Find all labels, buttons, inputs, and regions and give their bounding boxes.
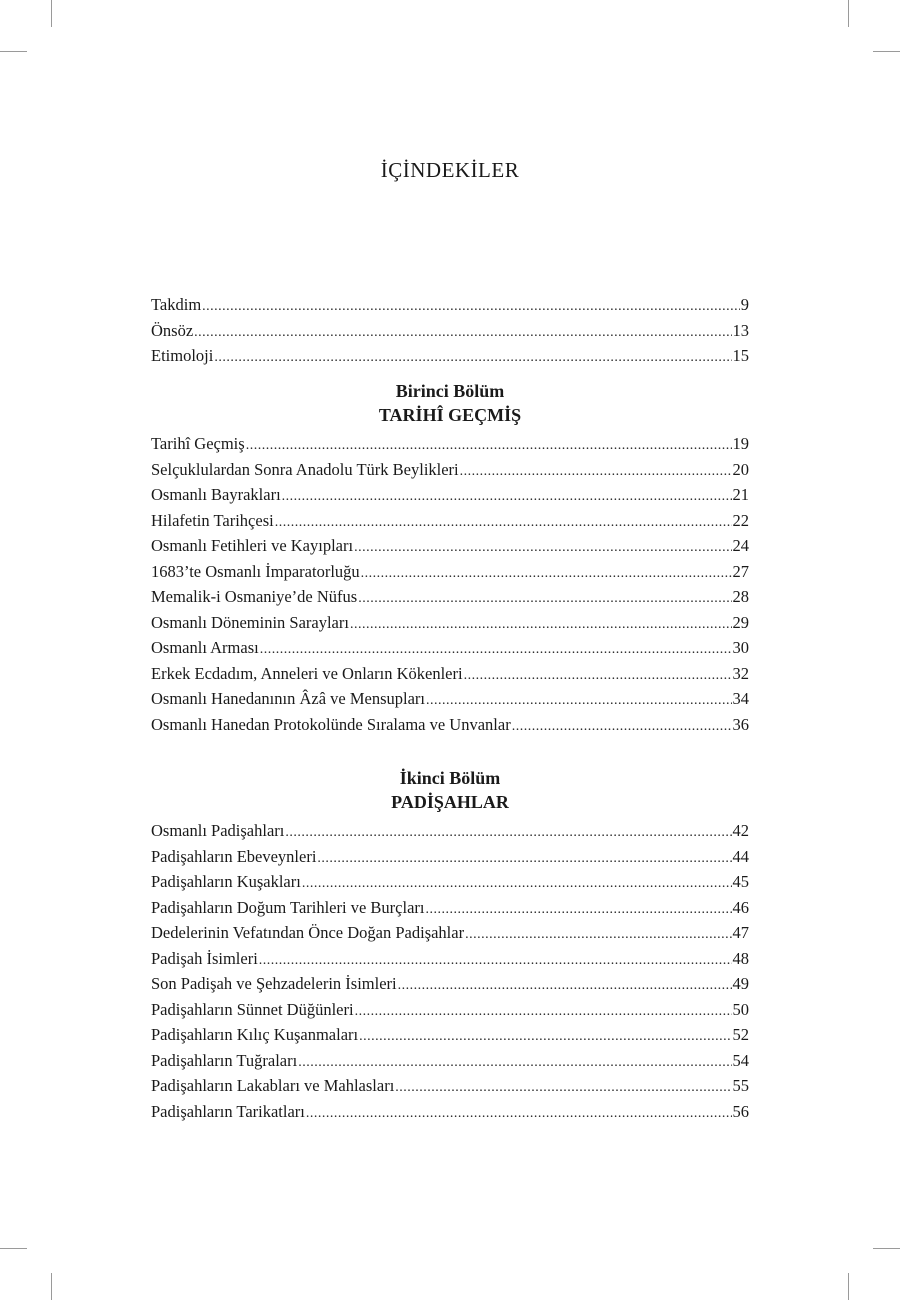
toc-entry xyxy=(151,457,749,483)
toc-entry-page: 42 xyxy=(732,821,749,840)
toc-entry xyxy=(151,844,749,870)
toc-entry-title: Osmanlı Hanedan Protokolünde Sıralama ve Unvanlar xyxy=(151,714,511,734)
dot-leader xyxy=(359,1024,731,1050)
dot-leader xyxy=(285,820,731,846)
crop-mark xyxy=(51,1273,52,1300)
toc-entry-title: Son Padişah ve Şehzadelerin İsimleri xyxy=(151,974,397,993)
toc-entry-title: Padişahların Lakabları ve Mahlasları xyxy=(151,1076,395,1095)
part-name: PADİŞAHLAR xyxy=(391,792,509,812)
toc-entry-page: 34 xyxy=(732,689,749,708)
toc-entry xyxy=(151,1099,749,1125)
toc-part-two xyxy=(151,766,749,1124)
toc-entry xyxy=(151,712,749,738)
toc-entry-page: 45 xyxy=(732,872,749,891)
toc-entry-page: 27 xyxy=(732,561,749,581)
toc-entry-title: Takdim xyxy=(151,295,202,314)
toc-entry-title: Osmanlı Döneminin Sarayları xyxy=(151,612,349,632)
dot-leader xyxy=(464,663,732,689)
dot-leader xyxy=(355,999,732,1025)
toc-part-one-entries xyxy=(151,431,749,737)
dot-leader xyxy=(302,871,732,897)
toc-entry-page: 15 xyxy=(732,346,749,365)
toc-entry-title: Etimoloji xyxy=(151,346,214,365)
part-label: Birinci Bölüm xyxy=(395,381,505,401)
toc-entry-page: 22 xyxy=(732,510,749,530)
toc-entry-page: 9 xyxy=(740,295,749,314)
toc-entry xyxy=(151,971,749,997)
dot-leader xyxy=(358,586,731,612)
crop-mark xyxy=(848,0,849,27)
toc-entry xyxy=(151,431,749,457)
toc-entry-title: Padişahların Ebeveynleri xyxy=(151,846,317,866)
toc-entry xyxy=(151,818,749,844)
toc-entry-page: 56 xyxy=(732,1101,749,1121)
toc-entry-title: Padişahların Tuğraları xyxy=(151,1050,298,1070)
crop-mark xyxy=(848,1273,849,1300)
toc-entry-title: Selçuklulardan Sonra Anadolu Türk Beylikleri xyxy=(151,459,459,479)
toc-entry xyxy=(151,997,749,1023)
toc-entry-page: 28 xyxy=(732,587,749,606)
dot-leader xyxy=(298,1050,731,1076)
toc-entry xyxy=(151,508,749,534)
toc-entry-page: 30 xyxy=(732,638,749,657)
toc-entry xyxy=(151,343,749,369)
toc-entry xyxy=(151,533,749,559)
dot-leader xyxy=(306,1101,732,1127)
dot-leader xyxy=(361,561,732,587)
toc-entry-title: Önsöz xyxy=(151,320,194,340)
dot-leader xyxy=(398,973,732,999)
toc-entry-page: 24 xyxy=(732,536,749,555)
toc-entry xyxy=(151,635,749,661)
toc-entry xyxy=(151,610,749,636)
toc-entry-page: 52 xyxy=(732,1025,749,1044)
dot-leader xyxy=(350,612,732,638)
toc-entry-title: Padişahların Kılıç Kuşanmaları xyxy=(151,1025,359,1044)
toc-part-one xyxy=(151,379,749,737)
toc-front-matter xyxy=(151,292,749,369)
toc-entry-page: 36 xyxy=(732,714,749,734)
dot-leader xyxy=(202,294,740,320)
toc-part-two-entries xyxy=(151,818,749,1124)
toc-entry xyxy=(151,920,749,946)
toc-entry xyxy=(151,946,749,972)
toc-entry-title: Tarihî Geçmiş xyxy=(151,434,245,453)
toc-entry-page: 19 xyxy=(732,434,749,453)
toc-entry-page: 32 xyxy=(732,663,749,683)
page-title: İÇİNDEKİLER xyxy=(380,158,520,182)
part-name: TARİHÎ GEÇMİŞ xyxy=(378,405,522,425)
toc-entry-title: 1683’te Osmanlı İmparatorluğu xyxy=(151,561,360,581)
toc-entry xyxy=(151,1022,749,1048)
toc-entry-title: Padişahların Sünnet Düğünleri xyxy=(151,999,354,1019)
toc-entry-page: 13 xyxy=(732,320,749,340)
dot-leader xyxy=(395,1075,731,1101)
dot-leader xyxy=(214,345,731,371)
toc-entry-page: 44 xyxy=(732,846,749,866)
toc-entry-title: Padişahların Tarikatları xyxy=(151,1101,305,1121)
toc-entry xyxy=(151,686,749,712)
toc-entry-title: Padişahların Kuşakları xyxy=(151,872,301,891)
toc-entry-title: Osmanlı Hanedanının Âzâ ve Mensupları xyxy=(151,689,426,708)
dot-leader xyxy=(512,714,732,740)
dot-leader xyxy=(282,484,732,510)
dot-leader xyxy=(425,897,731,923)
dot-leader xyxy=(194,320,731,346)
dot-leader xyxy=(259,948,732,974)
toc-entry xyxy=(151,661,749,687)
toc-entry-page: 49 xyxy=(732,974,749,993)
toc-entry xyxy=(151,1048,749,1074)
crop-mark xyxy=(0,51,27,52)
toc-entry-page: 55 xyxy=(732,1076,749,1095)
toc-entry xyxy=(151,869,749,895)
dot-leader xyxy=(465,922,731,948)
dot-leader xyxy=(460,459,732,485)
toc-entry-title: Osmanlı Fetihleri ve Kayıpları xyxy=(151,536,354,555)
toc-entry xyxy=(151,292,749,318)
toc-entry-title: Padişahların Doğum Tarihleri ve Burçları xyxy=(151,897,425,917)
crop-mark xyxy=(51,0,52,27)
toc-entry-title: Osmanlı Padişahları xyxy=(151,821,285,840)
toc-entry-title: Hilafetin Tarihçesi xyxy=(151,510,274,530)
toc-entry-page: 50 xyxy=(732,999,749,1019)
dot-leader xyxy=(260,637,732,663)
toc-entry-page: 20 xyxy=(732,459,749,479)
toc-entry-page: 54 xyxy=(732,1050,749,1070)
dot-leader xyxy=(317,846,731,872)
crop-mark xyxy=(873,1248,900,1249)
toc-entry-page: 48 xyxy=(732,948,749,968)
toc-entry xyxy=(151,584,749,610)
toc-entry-page: 29 xyxy=(732,612,749,632)
dot-leader xyxy=(246,433,732,459)
toc-entry-page: 46 xyxy=(732,897,749,917)
dot-leader xyxy=(354,535,731,561)
toc-entry-title: Dedelerinin Vefatından Önce Doğan Padişahlar xyxy=(151,923,465,942)
toc-entry xyxy=(151,1073,749,1099)
part-label: İkinci Bölüm xyxy=(399,768,501,788)
toc-entry-page: 21 xyxy=(732,485,749,504)
toc-entry xyxy=(151,318,749,344)
toc-entry-title: Erkek Ecdadım, Anneleri ve Onların Kökenleri xyxy=(151,663,463,683)
toc-entry-title: Padişah İsimleri xyxy=(151,948,258,968)
toc-entry-title: Osmanlı Arması xyxy=(151,638,259,657)
crop-mark xyxy=(0,1248,27,1249)
toc-entry xyxy=(151,482,749,508)
toc-entry xyxy=(151,895,749,921)
toc-entry-title: Memalik-i Osmaniye’de Nüfus xyxy=(151,587,358,606)
dot-leader xyxy=(426,688,731,714)
crop-mark xyxy=(873,51,900,52)
toc-entry xyxy=(151,559,749,585)
dot-leader xyxy=(275,510,732,536)
toc-entry-page: 47 xyxy=(732,923,749,942)
toc-entry-title: Osmanlı Bayrakları xyxy=(151,485,281,504)
